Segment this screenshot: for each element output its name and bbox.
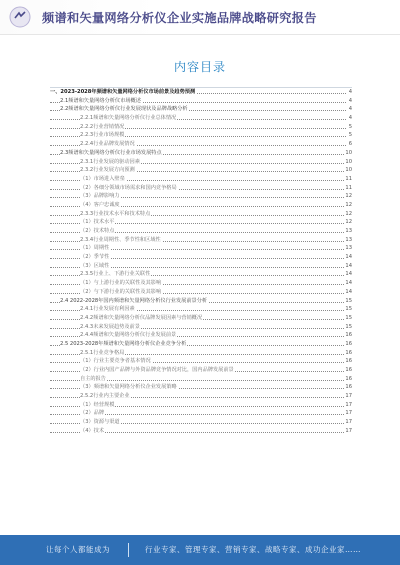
toc-entry-title: 2.3.2行业发展方向预测 — [80, 167, 135, 174]
toc-entry[interactable] — [50, 244, 352, 253]
toc-entry-page: 10 — [345, 158, 352, 165]
toc-entry-page: 5 — [348, 132, 352, 139]
toc-entry-title: 2.3.3行业技术水平和技术特点 — [80, 210, 151, 217]
toc-entry-title: 2.3.5行业上、下游行业关联性 — [80, 271, 151, 278]
toc-entry-title: 2.5 2023-2028年频谱和矢量网络分析仪企业竞争分析 — [60, 340, 187, 347]
toc-entry[interactable] — [50, 357, 352, 366]
toc-entry[interactable] — [50, 349, 352, 358]
toc-entry[interactable] — [50, 210, 352, 219]
toc-entry[interactable] — [50, 114, 352, 123]
toc-entry-title: （2）与下游行业的关联性及其影响 — [80, 288, 162, 295]
toc-entry[interactable] — [50, 184, 352, 193]
toc-entry-page: 17 — [345, 393, 352, 400]
toc-entry-page: 16 — [345, 367, 352, 373]
toc-entry-title: 2.4.1行业发展有利因素 — [80, 306, 135, 313]
toc-entry-page: 12 — [345, 193, 352, 200]
toc-entry-page: 4 — [348, 115, 352, 122]
toc-entry[interactable] — [50, 305, 352, 314]
company-logo-icon — [8, 5, 32, 29]
toc-entry[interactable] — [50, 158, 352, 167]
toc-entry[interactable] — [50, 201, 352, 210]
toc-entry-page: 14 — [345, 288, 352, 295]
toc-entry-page: 14 — [345, 271, 352, 278]
toc-entry[interactable] — [50, 401, 352, 410]
toc-entry-title: 2.4.3未来发展趋势及前景 — [80, 323, 140, 330]
toc-entry-page: 17 — [345, 410, 352, 417]
report-title: 频谱和矢量网络分析仪企业实施品牌战略研究报告 — [42, 11, 317, 25]
toc-entry-page: 17 — [345, 427, 352, 434]
toc-entry[interactable] — [50, 375, 352, 384]
toc-entry-title: （3）区域性 — [80, 262, 110, 269]
toc-entry-title: （2）季节性 — [80, 254, 110, 261]
toc-entry-page: 12 — [345, 201, 352, 208]
toc-entry-title: （3）频谱和矢量网络分析仪企业发展策略 — [80, 384, 177, 391]
toc-entry-page: 16 — [345, 332, 352, 339]
toc-entry-title: （1）与上游行业的关联性及其影响 — [80, 280, 162, 287]
toc-entry-page: 4 — [348, 106, 352, 113]
toc-entry-page: 11 — [345, 184, 352, 191]
toc-entry[interactable] — [50, 227, 352, 236]
toc-entry[interactable] — [50, 192, 352, 201]
toc-entry-title: （1）市场进入壁垒 — [80, 175, 125, 182]
toc-entry[interactable] — [50, 253, 352, 262]
footer-bar — [0, 535, 400, 565]
toc-entry[interactable] — [50, 131, 352, 140]
toc-entry-page: 10 — [345, 149, 352, 156]
toc-entry-page: 11 — [345, 175, 352, 182]
toc-entry[interactable] — [50, 297, 352, 306]
toc-entry-page: 12 — [345, 210, 352, 217]
toc-entry-title: 一、2023-2028年频谱和矢量网络分析仪市场前景及趋势预测 — [50, 89, 196, 95]
toc-entry[interactable] — [50, 366, 352, 375]
toc-entry[interactable] — [50, 166, 352, 175]
toc-entry[interactable] — [50, 140, 352, 149]
toc-entry-title: （1）行业主要竞争者基本情况 — [80, 358, 151, 365]
toc-entry-page: 16 — [345, 349, 352, 356]
toc-entry-page: 15 — [345, 323, 352, 330]
toc-entry[interactable] — [50, 175, 352, 184]
toc-entry-title: （1）经营规模 — [80, 401, 115, 408]
toc-entry[interactable] — [50, 392, 352, 401]
toc-entry-title: （3）品牌影响力 — [80, 193, 120, 200]
toc-entry-title: 2.3频谱和矢量网络分析仪行业市场发展特点 — [60, 149, 162, 156]
toc-entry-page: 13 — [345, 236, 352, 243]
toc-entry-page: 14 — [345, 254, 352, 261]
toc-entry-page: 16 — [345, 375, 352, 382]
toc-entry-title: 2.2.1频谱和矢量网络分析仪行业总体情况 — [80, 115, 177, 122]
toc-entry-title: 2.4.2频谱和矢量网络分析仪品牌发展因素与营销概况 — [80, 314, 203, 321]
toc-entry-title: 2.5.1行业竞争格局 — [80, 349, 125, 356]
toc-entry[interactable] — [50, 218, 352, 227]
toc-entry-page: 15 — [345, 314, 352, 321]
toc-entry-page: 16 — [345, 340, 352, 347]
toc-entry[interactable] — [50, 427, 352, 436]
toc-entry-title: 自主的报告 — [80, 375, 106, 382]
toc-entry[interactable] — [50, 279, 352, 288]
toc-entry[interactable] — [50, 262, 352, 271]
toc-entry-page: 16 — [345, 384, 352, 391]
toc-entry[interactable] — [50, 331, 352, 340]
toc-entry-title: 2.5.2行业内主要企业 — [80, 393, 130, 400]
toc-entry[interactable] — [50, 314, 352, 323]
toc-entry-title: 2.2.4行业品牌发展情况 — [80, 141, 135, 148]
toc-entry-page: 14 — [345, 280, 352, 287]
table-of-contents — [50, 88, 352, 535]
toc-entry-page: 12 — [345, 219, 352, 226]
toc-entry[interactable] — [50, 270, 352, 279]
toc-heading: 内容目录 — [173, 60, 226, 74]
toc-entry-title: 2.1频谱和矢量网络分析仪市场概述 — [60, 97, 141, 104]
toc-entry-page: 6 — [348, 141, 352, 148]
toc-entry-page: 13 — [345, 228, 352, 234]
toc-entry-title: （2）品牌 — [80, 410, 105, 417]
toc-entry-title: （4）客户忠诚度 — [80, 201, 120, 208]
toc-entry-title: （2）行业内国产品牌与外资品牌竞争情况对比，国内品牌发展前景 — [80, 367, 234, 373]
toc-entry-title: （4）技术 — [80, 427, 105, 434]
toc-entry[interactable] — [50, 288, 352, 297]
toc-entry[interactable] — [50, 88, 352, 97]
footer-slogan: 让每个人都能成为 — [46, 545, 110, 554]
toc-entry[interactable] — [50, 123, 352, 132]
toc-entry-title: （1）周期性 — [80, 245, 110, 252]
toc-entry-title: 2.2.2行业营销情况 — [80, 123, 125, 130]
toc-entry[interactable] — [50, 323, 352, 332]
toc-entry[interactable] — [50, 236, 352, 245]
toc-entry[interactable] — [50, 409, 352, 418]
toc-entry-title: （3）资源与渠道 — [80, 419, 120, 426]
toc-entry-page: 17 — [345, 419, 352, 426]
toc-entry-title: 2.4.4频谱和矢量网络分析仪行业发展前景 — [80, 332, 177, 339]
toc-entry-page: 10 — [345, 167, 352, 174]
toc-entry-title: （2）各细分领域市场需求和国内竞争格局 — [80, 184, 177, 191]
toc-entry[interactable] — [50, 97, 352, 106]
toc-entry-page: 15 — [345, 306, 352, 313]
toc-entry-title: （2）技术特点 — [80, 228, 115, 234]
toc-entry-title: 2.3.1行业发展的驱动因素 — [80, 158, 140, 165]
toc-entry-title: 2.2.3行业市场规模 — [80, 132, 125, 139]
footer-divider — [128, 543, 129, 557]
toc-entry-title: 2.3.4行业周期性、季节性和区域性 — [80, 236, 161, 243]
toc-entry[interactable] — [50, 340, 352, 349]
toc-entry-page: 15 — [345, 297, 352, 304]
toc-entry-page: 13 — [345, 245, 352, 252]
toc-entry[interactable] — [50, 418, 352, 427]
toc-entry-title: 2.2频谱和矢量网络分析仪行业发展现状及品牌战略分析 — [60, 106, 188, 113]
toc-entry[interactable] — [50, 149, 352, 158]
toc-entry-page: 14 — [345, 262, 352, 269]
toc-entry-page: 4 — [348, 89, 352, 95]
toc-entry-title: （1）技术水平 — [80, 219, 115, 226]
toc-entry-page: 5 — [348, 123, 352, 130]
toc-entry-page: 4 — [348, 97, 352, 104]
footer-tagline: 行业专家、管理专家、营销专家、战略专家、成功企业家…… — [145, 545, 361, 554]
toc-entry-page: 17 — [345, 401, 352, 408]
toc-entry[interactable] — [50, 383, 352, 392]
toc-entry-page: 16 — [345, 358, 352, 365]
toc-entry-title: 2.4 2022-2028年国内频谱和矢量网络分析仪行业发展前景分析 — [60, 297, 208, 304]
report-banner — [0, 0, 400, 35]
toc-entry[interactable] — [50, 105, 352, 114]
